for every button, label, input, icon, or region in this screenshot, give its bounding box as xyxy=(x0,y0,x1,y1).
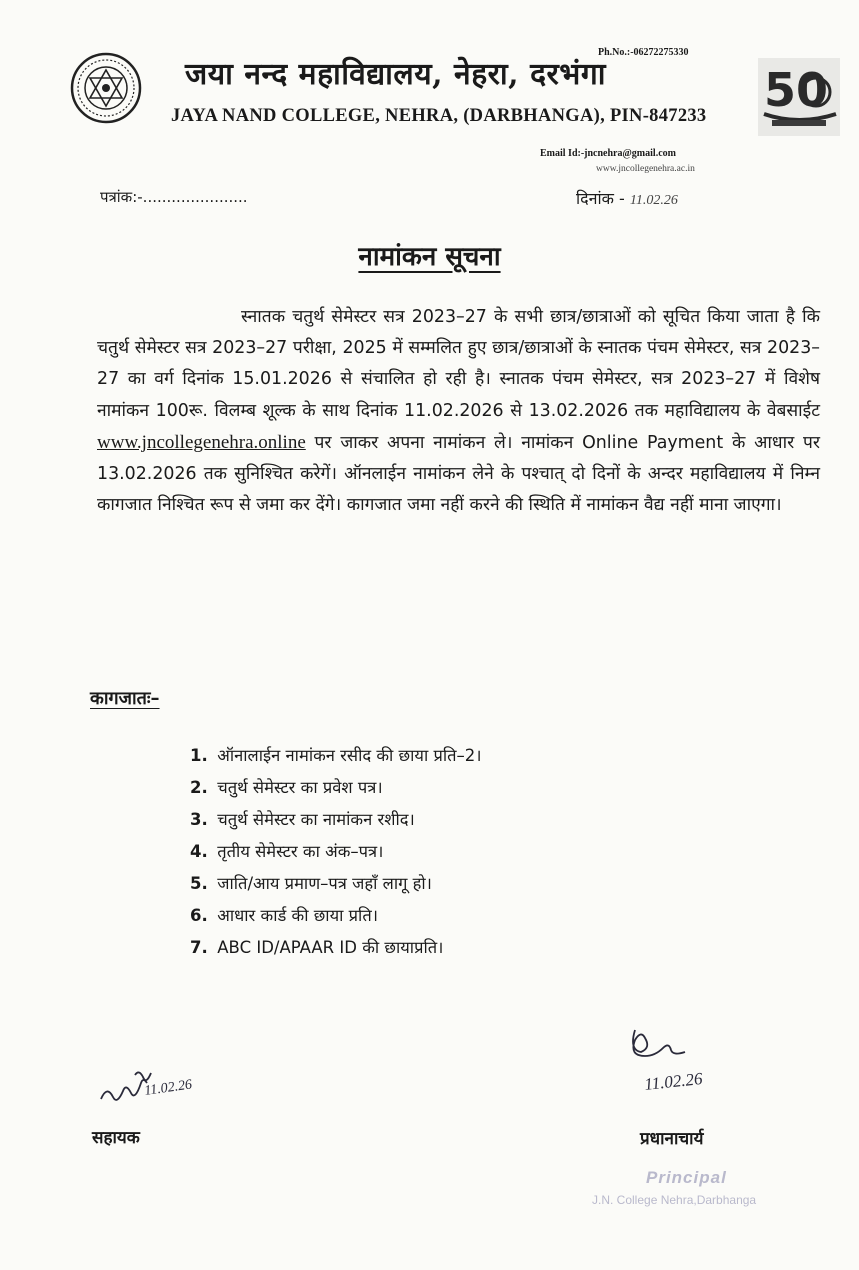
assistant-signature xyxy=(95,1055,230,1120)
list-item-number: 4. xyxy=(190,842,208,861)
college-website-link[interactable]: www.jncollegenehra.online xyxy=(97,431,306,453)
phone-number: Ph.No.:-06272275330 xyxy=(598,47,689,58)
list-item-text: ABC ID/APAAR ID की छायाप्रति। xyxy=(217,938,444,957)
principal-stamp-title: Principal xyxy=(646,1168,727,1187)
list-item-number: 6. xyxy=(190,906,208,925)
date-label: दिनांक - xyxy=(576,189,625,208)
list-item xyxy=(190,836,482,868)
college-name-english: JAYA NAND COLLEGE, NEHRA, (DARBHANGA), PIN-847233 xyxy=(171,106,707,126)
list-item-text: चतुर्थ सेमेस्टर का नामांकन रशीद। xyxy=(217,810,415,829)
reference-number xyxy=(100,187,248,207)
list-item-text: ऑनालाईन नामांकन रसीद की छाया प्रति–2। xyxy=(217,746,482,765)
college-name-hindi: जया नन्द महाविद्यालय, नेहरा, दरभंगा xyxy=(185,57,607,92)
notice-title-text: नामांकन सूचना xyxy=(358,242,501,272)
list-item-text: चतुर्थ सेमेस्टर का प्रवेश पत्र। xyxy=(217,778,383,797)
principal-signature xyxy=(615,1020,775,1105)
list-item xyxy=(190,868,482,900)
notice-title xyxy=(0,237,859,273)
principal-role-label: प्रधानाचार्य xyxy=(640,1129,704,1149)
reference-label: पत्रांक:- xyxy=(100,188,143,206)
notice-date xyxy=(576,187,678,209)
reference-dots: ...................... xyxy=(142,188,248,206)
svg-text:11.02.26: 11.02.26 xyxy=(143,1077,194,1099)
email-address: Email Id:-jncnehra@gmail.com xyxy=(540,148,676,159)
date-value: 11.02.26 xyxy=(629,193,678,208)
list-item-text: जाति/आय प्रमाण–पत्र जहाँ लागू हो। xyxy=(217,874,432,893)
website-address: www.jncollegenehra.ac.in xyxy=(596,164,695,174)
list-item xyxy=(190,932,482,964)
list-item-text: तृतीय सेमेस्टर का अंक–पत्र। xyxy=(217,842,384,861)
list-item xyxy=(190,804,482,836)
body-text-part1: स्नातक चतुर्थ सेमेस्टर सत्र 2023–27 के सभी छात्र/छात्राओं को सूचित किया जाता है कि चतुर्थ सेमेस्टर सत्र 2023–27 परीक्षा, 2025 में सम्मलित हुए छात्र/छात्राओं के स्नातक पंचम सेमेस्टर, सत्र 2023–27 का वर्ग दिनांक 15.01.2026 से संचालित हो रही है। स्नातक पंचम सेमेस्टर, सत्र 2023–27 में विशेष नामांकन 100रू. विलम्ब शूल्क के साथ दिनांक 11.02.2026 से 13.02.2026 तक महाविद्यालय के वेबसाईट xyxy=(97,307,820,421)
list-item-number: 2. xyxy=(190,778,208,797)
principal-stamp-college: J.N. College Nehra,Darbhanga xyxy=(592,1193,757,1207)
assistant-role-label: सहायक xyxy=(92,1128,140,1148)
documents-heading: कागजातः– xyxy=(90,688,160,709)
list-item-number: 1. xyxy=(190,746,208,765)
college-emblem-logo xyxy=(70,52,142,124)
svg-text:11.02.26: 11.02.26 xyxy=(643,1068,704,1094)
svg-text:50: 50 xyxy=(764,63,829,117)
list-item xyxy=(190,772,482,804)
list-item xyxy=(190,900,482,932)
golden-jubilee-50-logo xyxy=(758,56,840,138)
body-text-part2: पर जाकर अपना नामांकन ले। नामांकन Online Payment के आधार पर 13.02.2026 तक सुनिश्चित करेगें। ऑनलाईन नामांकन लेने के पश्चात् दो दिनों के अन्दर महाविद्यालय में निम्न कागजात निश्चित रूप से जमा कर देंगे। कागजात जमा नहीं करने की स्थिति में नामांकन वैद्य नहीं माना जाएगा। xyxy=(97,432,820,516)
notice-body xyxy=(97,302,820,521)
list-item xyxy=(190,740,482,772)
list-item-number: 7. xyxy=(190,938,208,957)
list-item-number: 3. xyxy=(190,810,208,829)
documents-list xyxy=(190,740,482,964)
list-item-number: 5. xyxy=(190,874,208,893)
list-item-text: आधार कार्ड की छाया प्रति। xyxy=(217,906,378,925)
